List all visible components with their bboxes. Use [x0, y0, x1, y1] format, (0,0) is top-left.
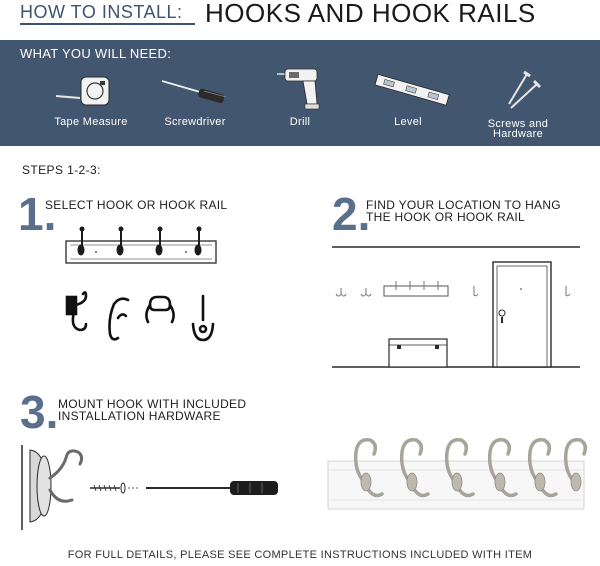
header-prefix: HOW TO INSTALL:: [20, 2, 183, 22]
tool-label: Drill: [289, 116, 311, 128]
step-2-title-line2: THE HOOK OR HOOK RAIL: [366, 210, 525, 224]
tool-label: Tape Measure: [54, 116, 128, 128]
footer-note: FOR FULL DETAILS, PLEASE SEE COMPLETE INSTRUCTIONS INCLUDED WITH ITEM: [67, 549, 533, 561]
step-3-title-line1: MOUNT HOOK WITH INCLUDED: [58, 397, 247, 411]
tool-label-line1: Screws and: [487, 118, 549, 130]
tool-label: Screwdriver: [164, 116, 226, 128]
step-2-title-line1: FIND YOUR LOCATION TO HANG: [366, 198, 561, 212]
steps-title: STEPS 1-2-3:: [22, 163, 101, 177]
tools-banner-title: WHAT YOU WILL NEED:: [20, 46, 172, 61]
step-3-number: 3.: [20, 386, 59, 438]
tool-label: Level: [394, 116, 422, 128]
step-1-number: 1.: [18, 188, 57, 240]
page-title: HOOKS AND HOOK RAILS: [205, 0, 536, 28]
step-3-title-line2: INSTALLATION HARDWARE: [58, 409, 221, 423]
step-1-title: SELECT HOOK OR HOOK RAIL: [45, 198, 228, 212]
step-2-number: 2.: [332, 188, 371, 240]
tool-label-line2: Hardware: [492, 128, 544, 140]
